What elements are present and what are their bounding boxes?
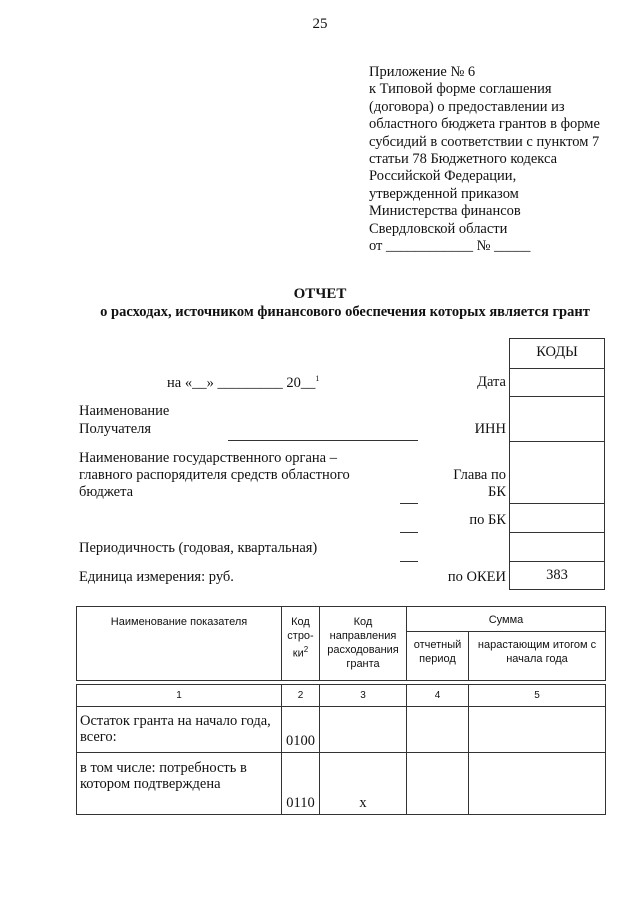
- appendix-line: (договора) о предоставлении из: [369, 98, 565, 115]
- recipient-label-1: Наименование: [79, 403, 170, 419]
- row-code: 0100: [282, 707, 320, 753]
- date-code-box: [509, 368, 605, 397]
- col-code-header: Код стро- $ки^2$: [282, 607, 320, 681]
- row-cumulative: [469, 753, 606, 815]
- row-direction: [320, 707, 407, 753]
- col-number-3: 3: [320, 685, 407, 707]
- inn-label: ИНН: [474, 421, 506, 437]
- by-bk-short-line: [400, 532, 418, 533]
- table-row: [77, 753, 606, 815]
- row-code: 0110: [282, 753, 320, 815]
- codes-label: КОДЫ: [536, 344, 578, 360]
- appendix-line: Приложение № 6: [369, 64, 476, 80]
- head-bk-label-1: Глава по: [453, 467, 506, 483]
- col-direction-header: Код направления расходования гранта: [320, 607, 407, 681]
- col-number-4: 4: [407, 685, 469, 707]
- head-bk-code-box: [509, 441, 605, 504]
- head-bk-label-2: БК: [488, 484, 506, 500]
- col-indicator-header: Наименование показателя: [77, 607, 282, 681]
- row-period: [407, 707, 469, 753]
- appendix-line: от ____________ № _____: [369, 238, 531, 255]
- inn-code-box: [509, 396, 605, 442]
- date-footnote-mark: 1: [315, 374, 320, 383]
- appendix-line: утвержденной приказом: [369, 185, 519, 202]
- appendix-line: Российской Федерации,: [369, 168, 517, 185]
- col-number-1: 1: [77, 685, 282, 707]
- col-number-5: 5: [469, 685, 606, 707]
- page-number: 25: [312, 16, 328, 32]
- appendix-line: статьи 78 Бюджетного кодекса: [369, 151, 558, 168]
- row-name: в том числе: потребность в котором подтверждена: [77, 753, 282, 815]
- by-bk-label: по БК: [469, 512, 506, 528]
- report-subtitle: о расходах, источником финансового обеспечения которых является грант: [100, 304, 590, 320]
- expense-report-table: [76, 606, 606, 815]
- report-title: ОТЧЕТ: [293, 286, 347, 302]
- authority-label-1: Наименование государственного органа –: [79, 450, 337, 466]
- appendix-block: [369, 64, 629, 255]
- report-date-line: на «__» _________ 20__$^1$: [167, 374, 320, 391]
- appendix-line: областного бюджета грантов в форме: [369, 116, 600, 133]
- recipient-underline: [228, 440, 418, 441]
- recipient-label-2: Получателя: [79, 421, 152, 437]
- authority-label-3: бюджета: [79, 484, 134, 500]
- okei-value: 383: [546, 567, 568, 583]
- appendix-line: Свердловской области: [369, 220, 508, 237]
- row-period: [407, 753, 469, 815]
- authority-short-line: [400, 503, 418, 504]
- col-sum-header: Сумма: [407, 607, 606, 632]
- okei-label: по ОКЕИ: [447, 569, 506, 585]
- periodicity-code-box: [509, 532, 605, 562]
- col-cumulative-header: нарастающим итогом с начала года: [469, 632, 606, 681]
- row-cumulative: [469, 707, 606, 753]
- periodicity-short-line: [400, 561, 418, 562]
- appendix-line: Министерства финансов: [369, 203, 521, 220]
- table-row: [77, 707, 606, 753]
- row-name: Остаток гранта на начало года, всего:: [77, 707, 282, 753]
- appendix-line: субсидий в соответствии с пунктом 7: [369, 133, 600, 150]
- by-bk-code-box: [509, 503, 605, 533]
- col-period-header: отчетный период: [407, 632, 469, 681]
- row-direction: х: [320, 753, 407, 815]
- appendix-line: к Типовой форме соглашения: [369, 81, 552, 98]
- unit-label: Единица измерения: руб.: [79, 569, 234, 585]
- authority-label-2: главного распорядителя средств областного: [79, 467, 350, 483]
- col-number-2: 2: [282, 685, 320, 707]
- date-label: Дата: [477, 374, 506, 390]
- periodicity-label: Периодичность (годовая, квартальная): [79, 540, 318, 556]
